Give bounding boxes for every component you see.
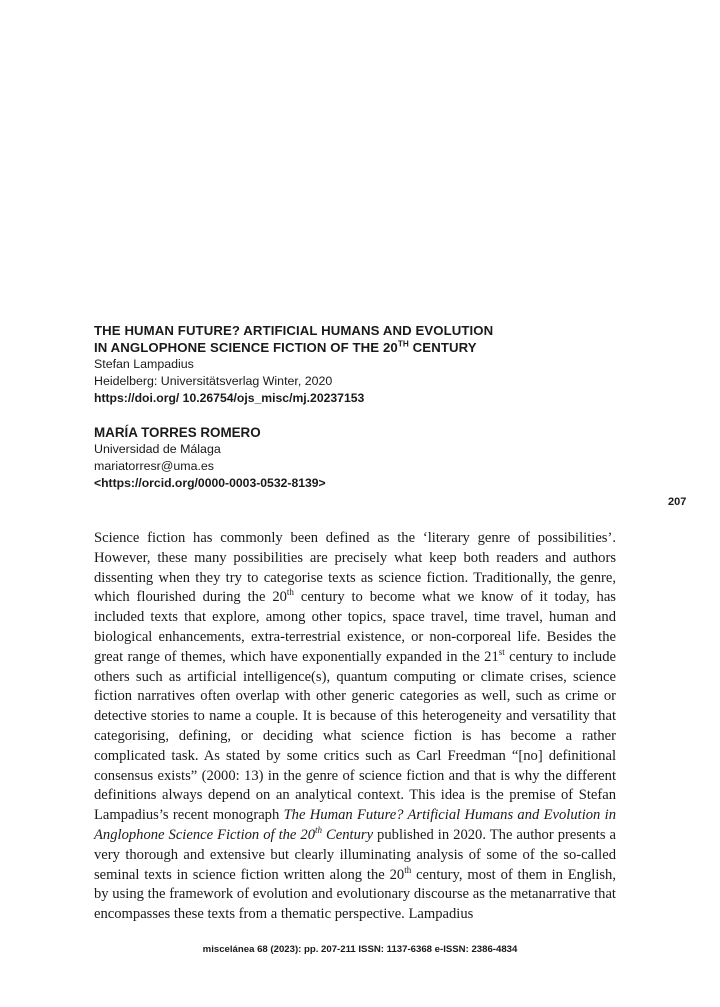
italic-title-sup: th	[315, 825, 323, 836]
book-title	[94, 322, 634, 356]
body-sup-3: th	[404, 864, 412, 875]
reviewer-block	[94, 424, 634, 492]
page-number: 207	[668, 496, 687, 508]
italic-title-text: The Human Future? Artificial Humans and Evolution in Anglophone Science Fiction of the 20	[94, 807, 616, 843]
book-title-line2: IN ANGLOPHONE SCIENCE FICTION OF THE 20	[94, 340, 398, 355]
publisher: Heidelberg: Universitätsverlag Winter, 2020	[94, 374, 333, 388]
body-text-part4: published in 2020. The author presents a very thorough and extensive but clearly illuminating analysis of some of the so-called seminal texts in science fiction written along the 20	[94, 826, 616, 883]
journal-footer: miscelánea 68 (2023): pp. 207-211 ISSN: 1137-6368 e-ISSN: 2386-4834	[202, 944, 518, 955]
reviewer-orcid[interactable]: <https://orcid.org/0000-0003-0532-8139>	[94, 476, 326, 490]
book-author: Stefan Lampadius	[94, 357, 194, 371]
body-text-part2: century to become what we know of it today, has included texts that explore, among other topics, space travel, time travel, human and biological enhancements, extra-terrestrial existence, or non-corporeal life. Besides the great range of themes, which have exponentially expanded in the 21	[94, 589, 616, 665]
reviewer-name: MARÍA TORRES ROMERO	[94, 425, 261, 440]
body-text-part3: century to include others such as artificial intelligence(s), quantum computing or climate crises, science fiction narratives often overlap with other generic categories as well, such as crime or detective stories to name a couple. It is because of this heterogeneity and versatility that categorising, defining, or deciding what science fiction is has become a rather complicated task. As stated by some critics such as Carl Freedman “[no] definitional consensus exists” (2000: 13) in the genre of science fiction and that is why the different definitions always depend on an analytical context. This idea is the premise of Stefan Lampadius’s recent monograph	[94, 648, 616, 824]
doi-link[interactable]: https://doi.org/ 10.26754/ojs_misc/mj.20237153	[94, 391, 365, 405]
reviewer-affiliation: Universidad de Málaga	[94, 442, 221, 456]
body-sup-1: th	[286, 587, 294, 598]
reviewer-email[interactable]: mariatorresr@uma.es	[94, 459, 214, 473]
review-header	[94, 322, 634, 407]
book-title-line1: THE HUMAN FUTURE? ARTIFICIAL HUMANS AND EVOLUTION	[94, 323, 494, 338]
body-paragraph	[94, 529, 616, 925]
book-title-line2-end: CENTURY	[408, 340, 477, 355]
book-title-sup: TH	[397, 339, 409, 349]
body-sup-2: st	[498, 646, 505, 657]
body-text-part5: century, most of them in English, by using the framework of evolution and evolutionary discourse as the metanarrative that encompasses these texts from a thematic perspective. Lampadius	[94, 866, 616, 923]
body-text-part1: Science fiction has commonly been defined as the ‘literary genre of possibilities’. However, these many possibilities are precisely what keep both readers and authors dissenting when they try to categorise texts as science fiction. Traditionally, the genre, which flourished during the 20	[94, 530, 616, 606]
italic-title-end: Century	[322, 826, 374, 843]
